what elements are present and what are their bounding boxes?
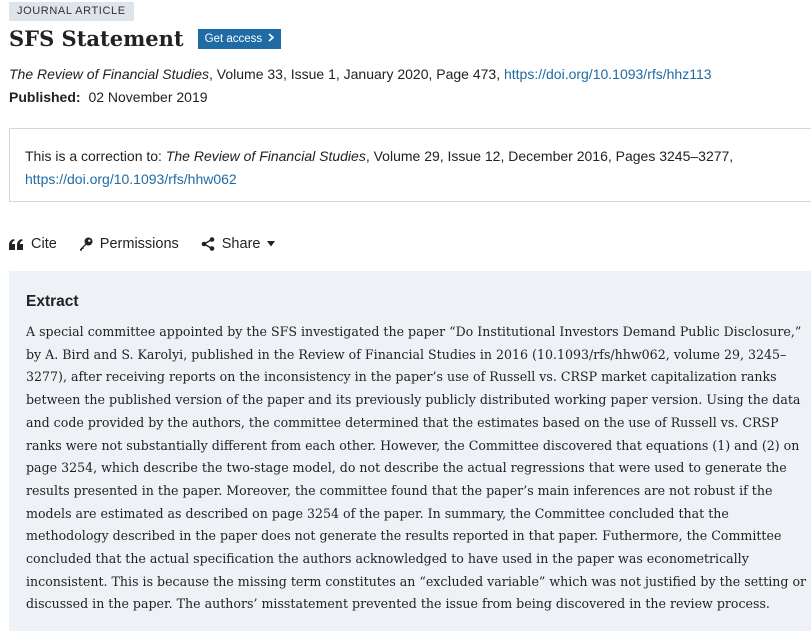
title-row: [9, 24, 281, 54]
key-icon: [79, 237, 93, 251]
correction-details: , Volume 29, Issue 12, December 2016, Pages 3245–3277,: [365, 148, 734, 164]
published-line: [9, 87, 208, 107]
correction-doi-link[interactable]: https://doi.org/10.1093/rfs/hhw062: [25, 171, 237, 187]
cite-label: Cite: [31, 236, 57, 252]
published-date: 02 November 2019: [88, 89, 208, 105]
caret-down-icon: [267, 241, 275, 247]
article-doi-link[interactable]: https://doi.org/10.1093/rfs/hhz113: [503, 66, 712, 82]
share-button[interactable]: [201, 236, 276, 252]
citation-line: [9, 64, 712, 84]
share-label: Share: [221, 236, 261, 252]
citation-journal: The Review of Financial Studies: [9, 66, 209, 82]
correction-prefix: This is a correction to:: [25, 148, 166, 164]
article-title: SFS Statement: [9, 26, 184, 51]
extract-section: [9, 271, 811, 631]
correction-journal: The Review of Financial Studies: [165, 148, 366, 164]
permissions-button[interactable]: [79, 236, 179, 252]
share-icon: [201, 237, 215, 251]
article-type-badge: JOURNAL ARTICLE: [9, 2, 134, 21]
cite-button[interactable]: [9, 236, 57, 252]
chevron-right-icon: [268, 29, 274, 49]
correction-notice: [9, 128, 811, 202]
extract-heading: Extract: [26, 293, 79, 310]
published-label: Published:: [9, 89, 81, 105]
article-toolbar: [9, 236, 297, 252]
citation-details: , Volume 33, Issue 1, January 2020, Page 473,: [209, 66, 504, 82]
extract-body: A special committee appointed by the SFS investigated the paper “Do Institutional Investors Demand Public Disclosure,” by A. Bird and S. Karolyi, published in the Review of Financial Studies in 2016 (10.1093/rfs/hhw062, volume 29, 3245–3277), after receiving reports on the inconsistency in the paper’s use of Russell vs. CRSP market capitalization ranks between the published version of the paper and its previously publicly distributed working paper version. Using the data and code provided by the authors, the committee determined that the estimates based on the use of Russell vs. CRSP ranks were not substantially different from each other. However, the Committee discovered that equations (1) and (2) on page 3254, which describe the two-stage model, do not describe the actual regressions that were used to generate the results presented in the paper. Moreover, the committee found that the paper’s main inferences are not robust if the models are estimated as described on page 3254 of the paper. In summary, the Committee concluded that the methodology described in the paper does not generate the results reported in that paper. Futhermore, the Committee concluded that the actual specification the authors acknowledged to have used in the paper was econometrically inconsistent. This is because the missing term constitutes an “excluded variable” which was not justified by the setting or discussed in the paper. The authors’ misstatement prevented the issue from being discovered in the review process.: [26, 324, 807, 612]
quote-icon: [9, 239, 24, 250]
permissions-label: Permissions: [99, 236, 179, 252]
get-access-button[interactable]: [198, 29, 282, 49]
get-access-label: Get access: [204, 33, 263, 45]
